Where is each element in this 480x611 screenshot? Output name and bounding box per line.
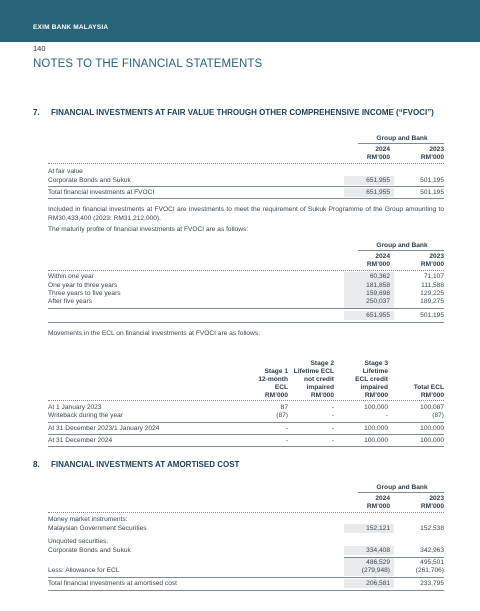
section-number: 8. (33, 460, 40, 469)
unit-header: RM’000 (420, 261, 444, 268)
column-group-header: Group and Bank (376, 484, 428, 491)
stage-3-header (336, 360, 388, 400)
cell-value: 152,538 (420, 525, 444, 532)
divider (48, 400, 444, 401)
year-2023-header: 2023 (429, 253, 444, 260)
unit-header: RM’000 (420, 503, 444, 510)
row-label: Money market instruments: (48, 516, 128, 523)
table-row-label: At 31 December 2023/1 January 2024 (48, 425, 160, 432)
year-2023-header: 2023 (429, 495, 444, 502)
header-line: impaired (360, 384, 388, 391)
total-label: Total financial investments at amortised cost (48, 580, 178, 587)
table-row-label: At 1 January 2023 (48, 404, 102, 411)
total-value: 206,581 (366, 580, 390, 587)
cell-value: (87) (276, 412, 288, 419)
cell-value: (261,706) (415, 567, 444, 574)
note-paragraph: Included in financial investments at FVOCI are investments to meet the requirement of Sukuk Programme of the Group amounting to RM30,433,400 (2023: RM31,212,000). (48, 206, 444, 222)
note-paragraph: The maturity profile of financial investments at FVOCI are as follows: (48, 226, 249, 233)
column-group-header: Group and Bank (376, 135, 428, 142)
divider (48, 446, 444, 447)
section-number: 7. (33, 108, 40, 117)
header-line: Stage 3 (364, 360, 388, 367)
page-title: NOTES TO THE FINANCIAL STATEMENTS (33, 58, 263, 70)
cell-value: - (385, 412, 388, 419)
cell-value: 100,000 (420, 425, 444, 432)
header-line: impaired (306, 384, 334, 391)
header-line: Stage 1 (264, 368, 288, 375)
year-2024-header: 2024 (375, 146, 390, 153)
divider (48, 322, 444, 323)
cell-value: (87) (432, 412, 444, 419)
divider (48, 577, 444, 578)
cell-value: - (285, 425, 288, 432)
cell-value: 334,408 (366, 547, 390, 554)
divider (48, 163, 444, 164)
row-label: Less: Allowance for ECL (48, 567, 120, 574)
cell-value: 71,107 (423, 273, 444, 280)
row-label: Corporate Bonds and Sukuk (48, 547, 131, 554)
header-line: ECL credit (355, 376, 388, 383)
cell-value: 189,275 (420, 298, 444, 305)
total-value: 233,795 (420, 580, 444, 587)
year-2024-header: 2024 (375, 495, 390, 502)
header-line: RM’000 (310, 392, 334, 399)
section-title: FINANCIAL INVESTMENTS AT FAIR VALUE THROUGH OTHER COMPREHENSIVE INCOME (“FVOCI”) (51, 108, 434, 117)
header-line: Total ECL (413, 384, 444, 391)
unit-header: RM’000 (420, 154, 444, 161)
page-number: 140 (33, 44, 46, 53)
cell-value: - (331, 412, 334, 419)
section-title: FINANCIAL INVESTMENTS AT AMORTISED COST (51, 460, 240, 469)
cell-value: 100,000 (364, 425, 388, 432)
cell-value: 111,588 (421, 282, 444, 289)
table-row-label: At 31 December 2024 (48, 437, 113, 444)
divider (358, 492, 444, 493)
section-7-heading (33, 108, 434, 117)
row-label: Unquoted securities: (48, 538, 109, 545)
cell-value: 100,000 (364, 437, 388, 444)
note-paragraph: Movements in the ECL on financial investments at FVOCI are as follows: (48, 330, 260, 337)
cell-value: 100,087 (420, 404, 444, 411)
brand-name: EXIM BANK MALAYSIA (33, 24, 109, 31)
cell-value: 100,000 (364, 404, 388, 411)
section-8-heading (33, 460, 239, 469)
row-label: Corporate Bonds and Sukuk (48, 177, 131, 184)
list-item: After five years (48, 298, 92, 305)
header-line: not credit (303, 376, 334, 383)
total-value: 651,955 (366, 189, 390, 196)
total-value: 651,955 (366, 312, 390, 319)
header-line: ECL (274, 384, 288, 391)
cell-value: 181,858 (366, 282, 390, 289)
year-2023-header: 2023 (429, 146, 444, 153)
divider (48, 422, 444, 423)
cell-value: 87 (280, 404, 288, 411)
subtotal-value: 495,501 (420, 559, 444, 566)
cell-value: 501,195 (420, 177, 444, 184)
column-group-header: Group and Bank (376, 242, 428, 249)
cell-value: - (331, 425, 334, 432)
header-line: Lifetime (362, 368, 388, 375)
total-label: Total financial investments at FVOCI (48, 189, 155, 196)
row-label: Malaysian Government Securities (48, 525, 147, 532)
year-2024-header: 2024 (375, 253, 390, 260)
cell-value: 250,037 (366, 298, 390, 305)
cell-value: 60,362 (369, 273, 390, 280)
header-line: RM’000 (420, 392, 444, 399)
divider (48, 590, 444, 591)
cell-value: 129,225 (420, 290, 444, 297)
cell-value: 100,000 (420, 437, 444, 444)
total-ecl-header (394, 384, 444, 400)
divider (358, 143, 444, 144)
list-item: One year to three years (48, 282, 118, 289)
list-item: Within one year (48, 273, 94, 280)
divider (358, 250, 444, 251)
subtotal-value: 486,529 (366, 559, 390, 566)
row-label: At fair value (48, 168, 83, 175)
header-line: Stage 2 (310, 360, 334, 367)
header-line: 12-month (258, 376, 288, 383)
total-value: 501,195 (420, 189, 444, 196)
header-line: Lifetime ECL (293, 368, 334, 375)
table-row-label: Writeback during the year (48, 412, 124, 419)
header-line: RM’000 (364, 392, 388, 399)
total-value: 501,195 (420, 312, 444, 319)
header-line: RM’000 (264, 392, 288, 399)
divider (48, 512, 444, 513)
divider (48, 186, 444, 187)
cell-value: (279,948) (361, 567, 390, 574)
cell-value: 342,963 (420, 547, 444, 554)
unit-header: RM’000 (366, 154, 390, 161)
cell-value: - (285, 437, 288, 444)
divider (48, 198, 444, 199)
divider (48, 270, 444, 271)
unit-header: RM’000 (366, 261, 390, 268)
stage-2-header (278, 360, 334, 400)
cell-value: - (331, 404, 334, 411)
cell-value: 159,698 (366, 290, 390, 297)
header-bar (0, 0, 480, 42)
cell-value: 651,955 (366, 177, 390, 184)
divider (48, 434, 444, 435)
divider (48, 308, 444, 309)
cell-value: - (331, 437, 334, 444)
cell-value: 152,121 (366, 525, 390, 532)
unit-header: RM’000 (366, 503, 390, 510)
list-item: Three years to five years (48, 290, 121, 297)
